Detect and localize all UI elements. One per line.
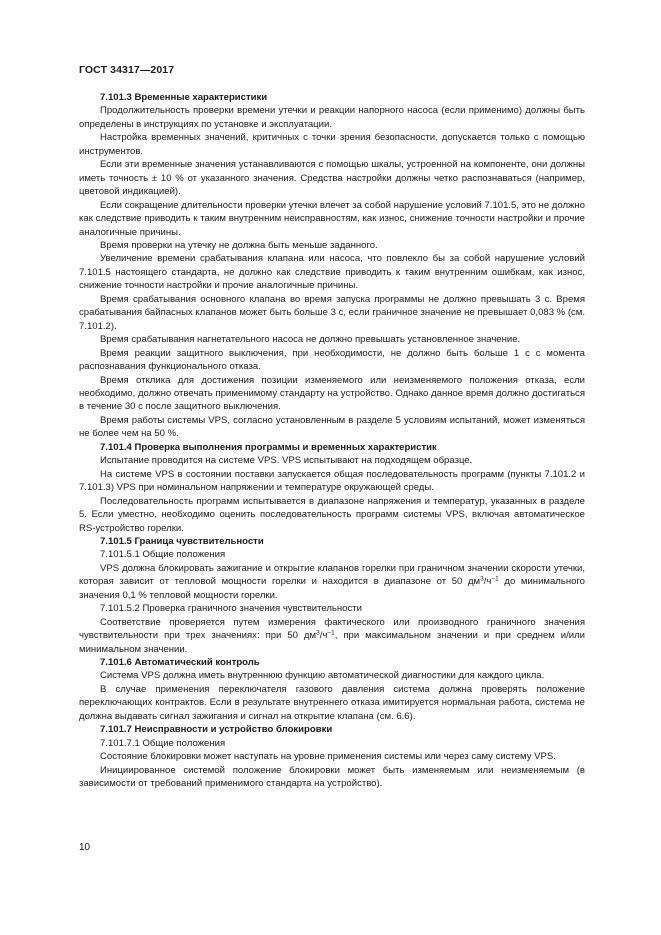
section-heading: 7.101.3 Временные характеристики (100, 92, 268, 103)
subsection-heading: 7.101.5.2 Проверка граничного значения чувствительности (100, 603, 362, 615)
paragraph: Время срабатывания основного клапана во время запуска программы не должно превышать 3 с. Время срабатывания байпасных клапанов может быть больше 3 с, если граничное значение не превышает 0,083 % (см. 7.101.2). (79, 293, 585, 332)
paragraph: В случае применения переключателя газового давления система должна проверять положение переключающих контрактов. Если в результате внутреннего отказа имитируется нормальная работа, система не должна выдавать сигнал зажигания и сигнал на открытие клапана (см. 6.6). (79, 683, 585, 722)
running-header: ГОСТ 34317—2017 (79, 64, 175, 76)
paragraph: Система VPS должна иметь внутреннюю функцию автоматической диагностики для каждого цикла. (100, 670, 545, 682)
page-number: 10 (79, 842, 91, 853)
document-body (79, 91, 585, 791)
section-heading: 7.101.6 Автоматический контроль (100, 657, 260, 669)
paragraph: Время проверки на утечку не должна быть меньше заданного. (100, 239, 378, 251)
paragraph: Время работы системы VPS, согласно установленным в разделе 5 условиям испытаний, может изменяться не более чем на 50 %. (79, 414, 585, 440)
subsection-heading: 7.101.5.1 Общие положения (100, 549, 226, 561)
paragraph: Если эти временные значения устанавливаются с помощью шкалы, устроенной на компоненте, они должны иметь точность ± 10 % от указанного значения. Средства настройки должны четко распознаваться (например, цветовой индикацией). (79, 159, 585, 198)
section-heading: 7.101.7 Неисправности и устройство блокировки (100, 724, 333, 736)
paragraph: Инициированное системой положение блокировки может быть изменяемым или неизменяемым (в зависимости от требований применимого стандарта на устройство). (79, 764, 585, 790)
paragraph: Увеличение времени срабатывания клапана или насоса, что повлекло бы за собой нарушение условий 7.101.5 настоящего стандарта, не должно как следствие приводить к таким внутренним ошибкам, как износ, снижение точности настройки и прочие аналогичные причины. (79, 253, 585, 292)
paragraph: Время срабатывания нагнетательного насоса не должно превышать установленное значение. (100, 334, 521, 346)
paragraph: Состояние блокировки может наступать на уровне применения системы или через саму систему VPS. (100, 751, 556, 763)
paragraph: VPS должна блокировать зажигание и открытие клапанов горелки при граничном значении скорости утечки, которая зависит от тепловой мощности горелки и находится в диапазоне от 50 $дм^3/ч^{-1}$ до минимального значения 0,1 % тепловой мощности горелки. (79, 562, 585, 601)
paragraph: Испытание проводится на системе VPS. VPS испытывают на подходящем образце. (100, 455, 473, 467)
paragraph: Настройка временных значений, критичных с точки зрения безопасности, допускается только с помощью инструментов. (79, 132, 585, 157)
paragraph: Продолжительность проверки времени утечки и реакции напорного насоса (если применимо) должны быть определены в инструкциях по установке и эксплуатации. (79, 105, 585, 130)
paragraph: Если сокращение длительности проверки утечки влечет за собой нарушение условий 7.101.5, это не должно как следствие приводить к таким внутренним неисправностям, как износ, снижение точности настройки и прочие аналогичные причины. (79, 199, 585, 238)
paragraph: Время отклика для достижения позиции изменяемого или неизменяемого положения отказа, если необходимо, должно отвечать применимому стандарту на устройство. Однако данное время должно достигаться в течение 30 с после защитного выключения. (79, 374, 585, 413)
section-heading: 7.101.4 Проверка выполнения программы и временных характеристик (100, 441, 437, 453)
section-heading: 7.101.5 Граница чувствительности (100, 535, 264, 547)
subsection-heading: 7.101.7.1 Общие положения (100, 737, 226, 749)
paragraph: Время реакции защитного выключения, при необходимости, не должно быть больше 1 с с момента распознавания функционального отказа. (79, 347, 585, 373)
paragraph: Соответствие проверяется путем измерения фактического или производного граничного значения чувствительности при трех значениях: при 50 $дм^3/ч^{-1}$, при максимальном значении и при среднем и/или минимальном значении. (79, 616, 585, 655)
paragraph: На системе VPS в состоянии поставки запускается общая последовательность программ (пункты 7.101.2 и 7.101.3) VPS при номинальном напряжении и температуре окружающей среды. (79, 468, 585, 494)
paragraph: Последовательность программ испытывается в диапазоне напряжения и температур, указанных в разделе 5. Если уместно, необходимо оценить последовательность программ системы VPS, включая автоматическое RS-устройство горелки. (79, 495, 585, 534)
